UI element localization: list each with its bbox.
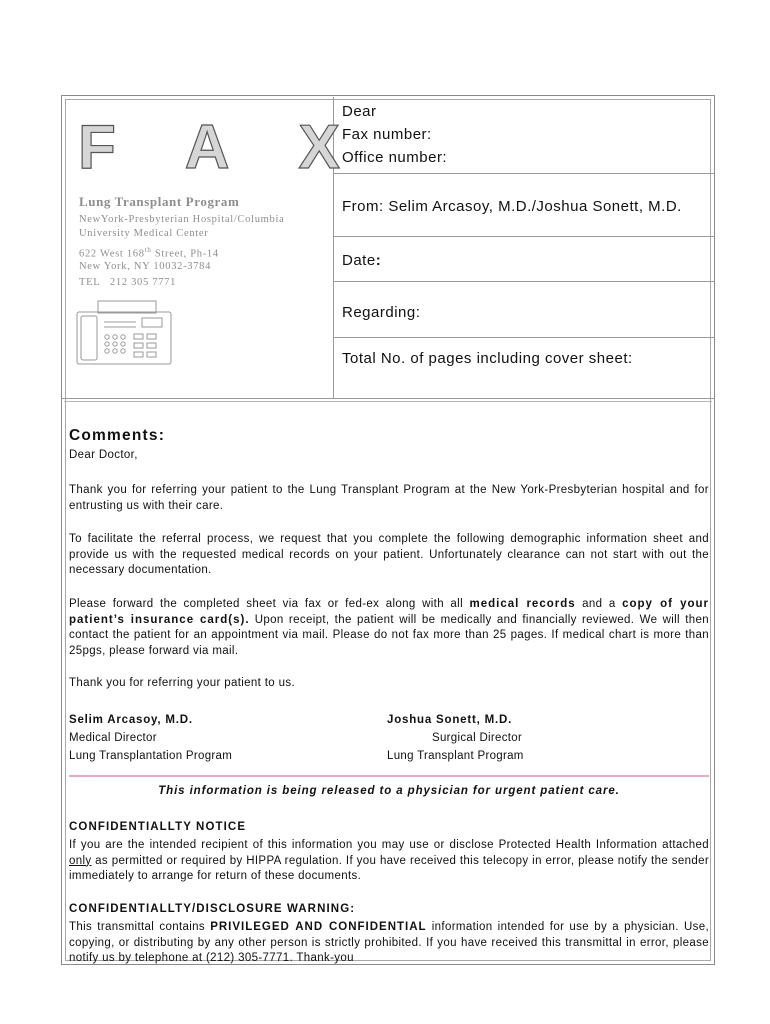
pink-divider: [69, 775, 709, 777]
program-name: Lung Transplant Program: [79, 194, 240, 209]
paragraph-4: Thank you for referring your patient to us.: [69, 677, 295, 689]
right-signer-name: Joshua Sonett, M.D.: [387, 714, 513, 726]
regarding-label: Regarding:: [342, 304, 421, 321]
only-underlined: only: [69, 854, 92, 867]
telephone-line: TEL 212 305 7771: [79, 277, 177, 288]
paragraph-1: Thank you for referring your patient to the Lung Transplant Program at the New York-Presbyterian hospital and for entrusting us with their care.: [69, 484, 709, 512]
paragraph-2: To facilitate the referral process, we request that you complete the following demographic information sheet and provide us with the requested medical records on your patient. Unfortunately clearance can not start with out the necessary documentation.: [69, 533, 709, 576]
medical-records-emphasis: medical records: [469, 598, 576, 610]
release-notice: This information is being released to a physician for urgent patient care.: [158, 785, 620, 797]
disclosure-warning-heading: CONFIDENTIALLTY/DISCLOSURE WARNING:: [69, 903, 356, 915]
left-signer-title: Medical Director: [69, 732, 157, 744]
left-signer-program: Lung Transplantation Program: [69, 750, 233, 762]
comments-heading: Comments:: [69, 427, 166, 444]
paragraph-3-part-a: Please forward the completed sheet via fax or fed-ex along with all: [69, 598, 470, 610]
hospital-line-1: NewYork-Presbyterian Hospital/Columbia: [79, 214, 285, 225]
divider-after-office: [334, 173, 715, 174]
dear-field-label: Dear: [342, 103, 377, 120]
street-name: Street, Ph-14: [151, 248, 219, 260]
warning-text-part-a: This transmittal contains: [69, 921, 211, 933]
left-signer-name: Selim Arcasoy, M.D.: [69, 714, 193, 726]
divider-after-from: [334, 236, 715, 237]
fax-number-label: Fax number:: [342, 126, 432, 143]
fax-machine-icon: [76, 300, 172, 366]
right-signer-program: Lung Transplant Program: [387, 750, 524, 762]
divider-after-regarding: [334, 337, 715, 338]
street-number: 622 West 168: [79, 248, 145, 260]
from-label: From: Selim Arcasoy, M.D./Joshua Sonett, M.D.: [342, 198, 682, 215]
signature-left: [69, 711, 232, 765]
total-pages-label: Total No. of pages including cover sheet:: [342, 350, 633, 367]
fax-title: F A X: [78, 113, 367, 182]
confidentiality-notice-heading: CONFIDENTIALLTY NOTICE: [69, 821, 247, 833]
office-number-label: Office number:: [342, 149, 448, 166]
date-label: [342, 252, 381, 269]
date-label-text: Date: [342, 252, 376, 269]
divider-header-bottom-inner: [64, 401, 712, 402]
divider-header-bottom: [61, 398, 715, 399]
insurance-card-emphasis: copy of your patient’s insurance card(s).: [69, 598, 709, 626]
warning-text-part-c: information intended for use by a physician. Use, copying, or distributing by any other person is strictly prohibited. If you have received this transmittal in error, please notify us by telephone at (212) 305-7771. Thank-you: [69, 921, 709, 964]
paragraph-3: [69, 597, 709, 659]
paragraph-3-part-e: Upon receipt, the patient will be medically and financially reviewed. We will then contact the patient for an appointment via mail. Please do not fax more than 25 pages. If medical chart is more than 25pgs, please forward via mail.: [69, 613, 709, 657]
confidentiality-notice-text: [69, 838, 709, 885]
paragraph-3-part-c: and a: [575, 598, 623, 610]
privileged-confidential-emphasis: PRIVILEGED AND CONFIDENTIAL: [210, 921, 427, 933]
date-label-colon: :: [375, 252, 382, 269]
confidentiality-text-part-a: If you are the intended recipient of this information you may use or disclose Protected Health Information attached: [69, 839, 709, 851]
hospital-line-2: University Medical Center: [79, 228, 209, 239]
confidentiality-text-part-b: as permitted or required by HIPPA regulation. If you have received this telecopy in error, please notify the sender immediately to arrange for return of these documents.: [69, 854, 709, 882]
divider-after-date: [334, 281, 715, 282]
greeting: Dear Doctor,: [69, 449, 138, 461]
signature-right: [387, 711, 524, 765]
city-line: New York, NY 10032-3784: [79, 261, 212, 272]
street-address: [79, 243, 219, 262]
right-signer-title: Surgical Director: [432, 732, 523, 744]
disclosure-warning-text: [69, 920, 709, 967]
street-suffix: th: [144, 246, 152, 254]
